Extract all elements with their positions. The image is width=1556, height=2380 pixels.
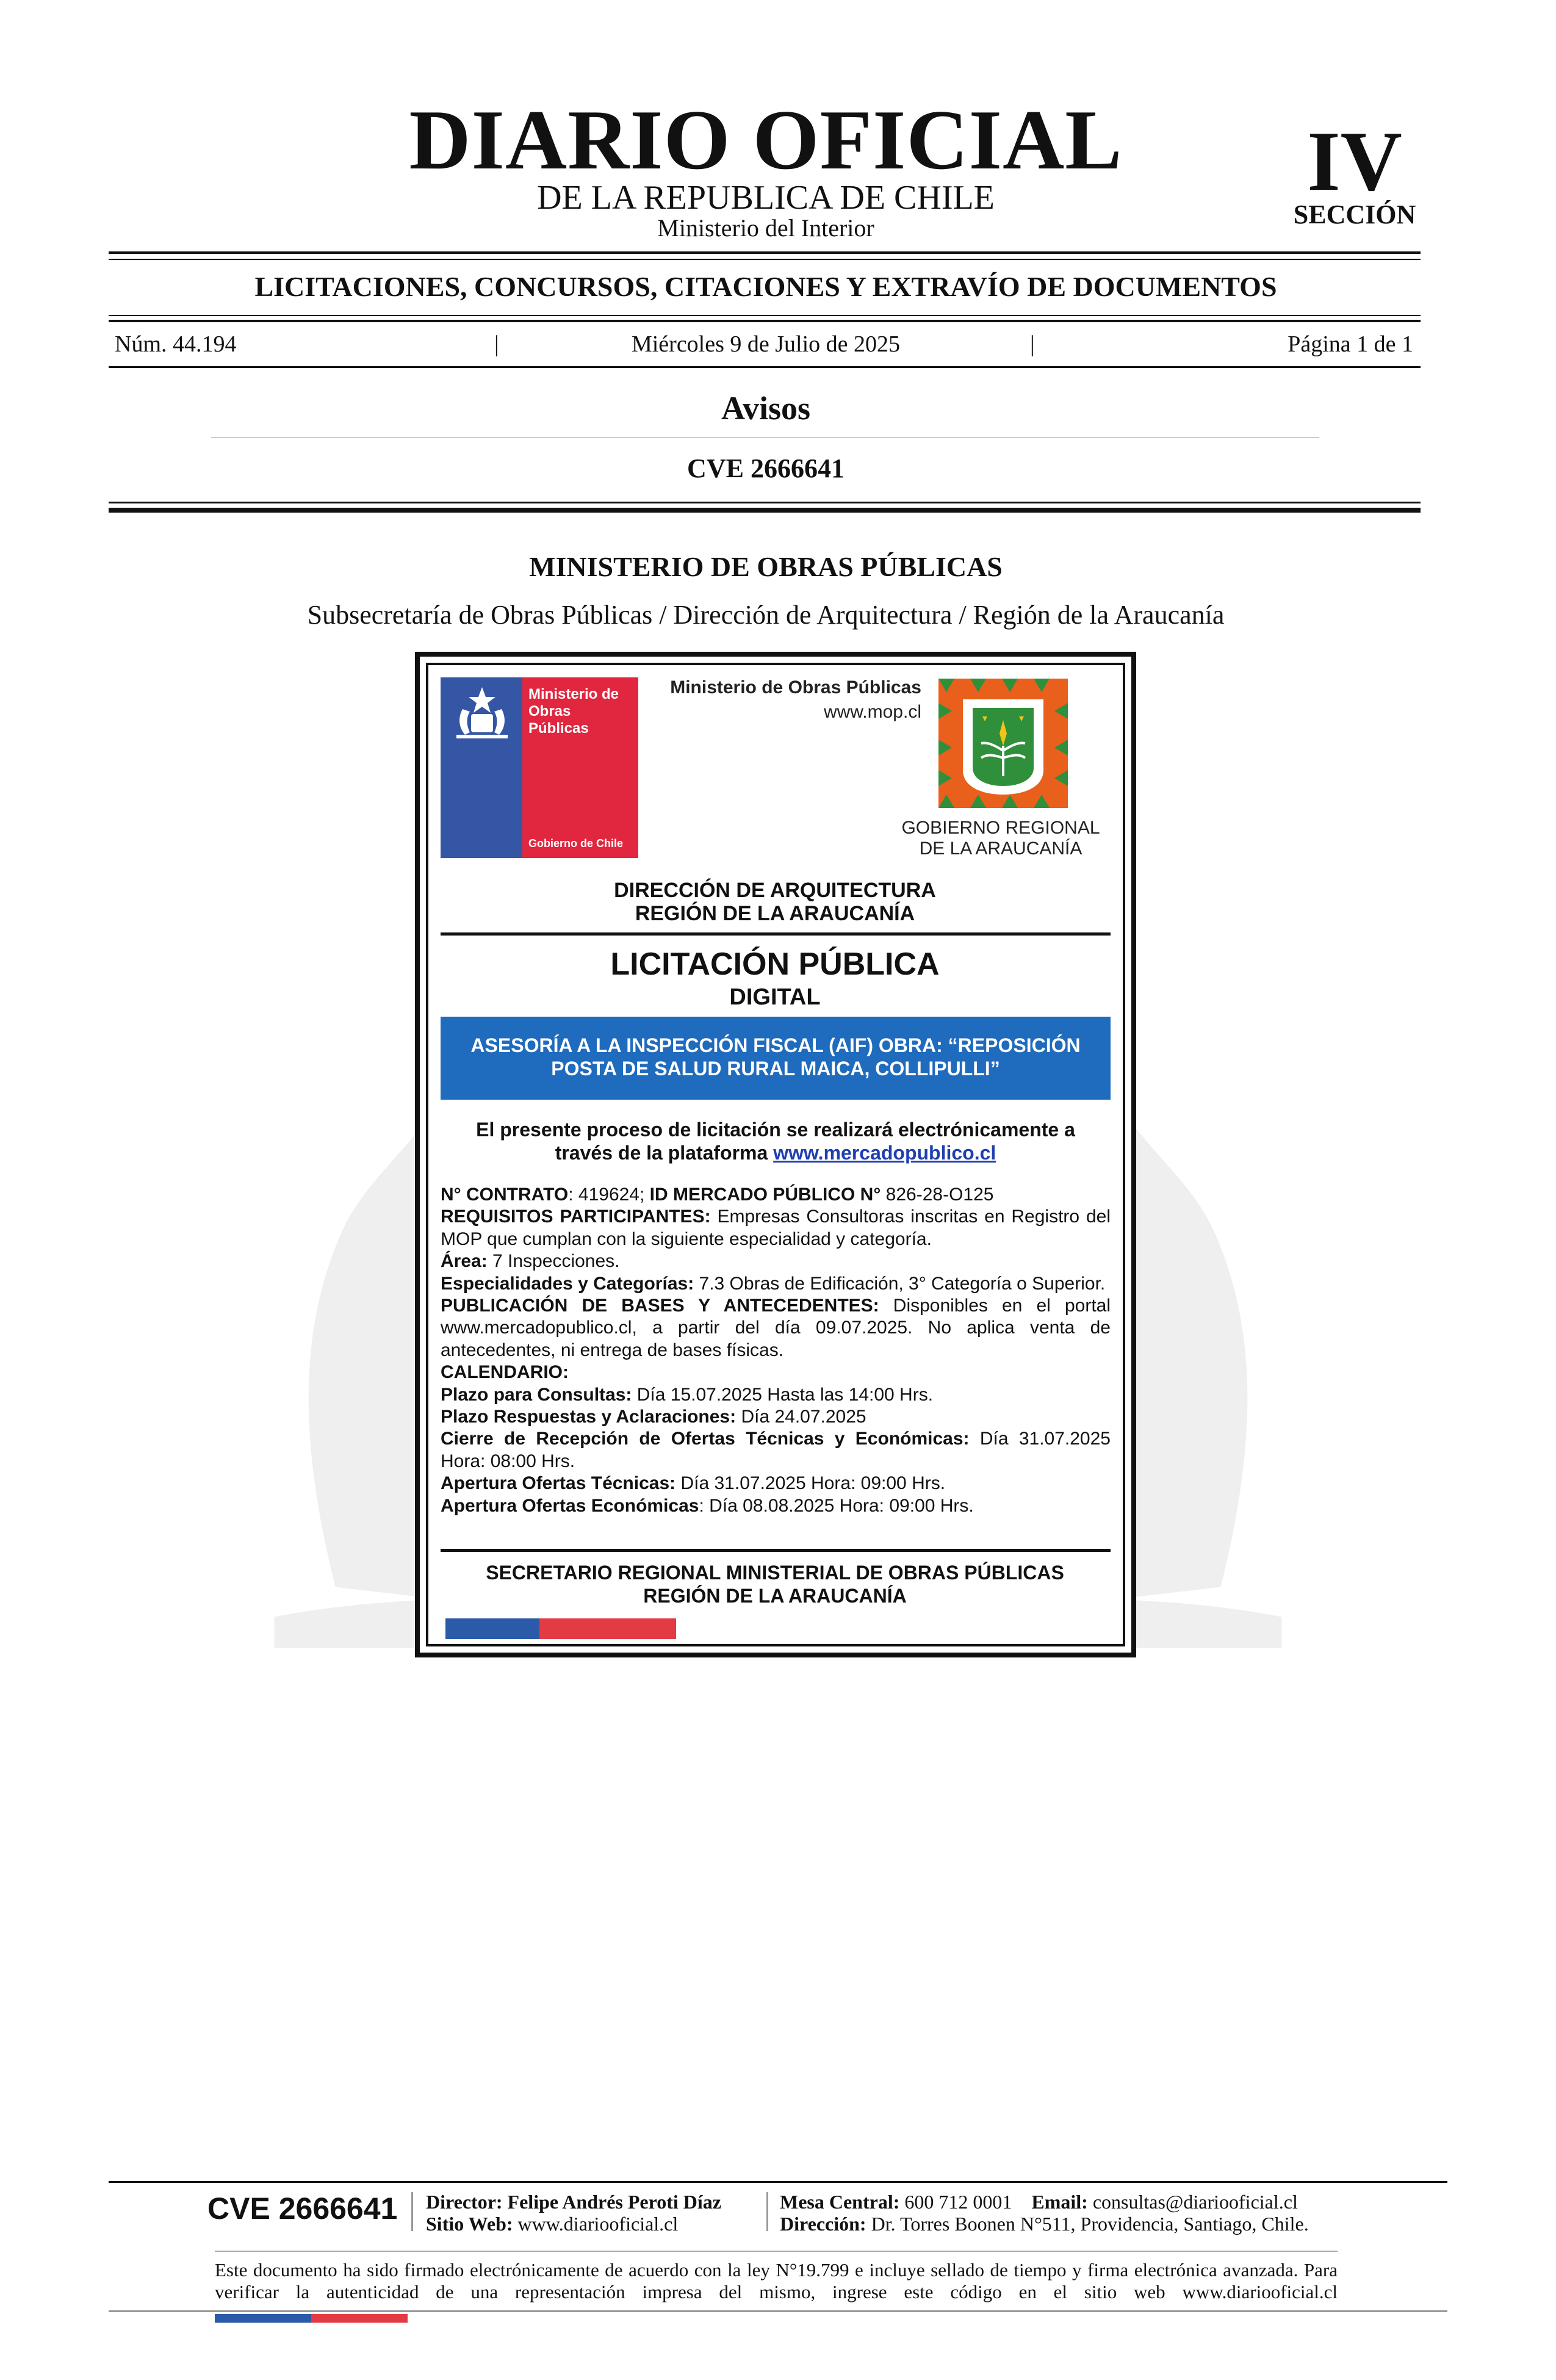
notices-heading: Avisos xyxy=(721,390,811,427)
masthead-subtitle: DE LA REPUBLICA DE CHILE xyxy=(537,179,995,217)
detail-value: Día 15.07.2025 Hasta las 14:00 Hrs. xyxy=(632,1384,934,1405)
detail-label: Especialidades y Categorías: xyxy=(441,1273,694,1294)
issue-separator: | xyxy=(494,331,499,357)
detail-answers xyxy=(441,1406,1111,1428)
detail-value: 826-28-O125 xyxy=(881,1185,994,1205)
organization-subtitle: Subsecretaría de Obras Públicas / Dirección de Arquitectura / Región de la Araucanía xyxy=(307,600,1225,630)
footer-address: Dr. Torres Boonen N°511, Providencia, Santiago, Chile. xyxy=(871,2213,1309,2235)
notices-divider xyxy=(211,437,1319,438)
tender-details xyxy=(441,1184,1111,1517)
footer-director-name: Felipe Andrés Peroti Díaz xyxy=(507,2191,721,2213)
flag-stripe-red xyxy=(539,1618,676,1639)
header-rule-2 xyxy=(109,259,1421,260)
detail-consultations xyxy=(441,1384,1111,1406)
tender-title: LICITACIÓN PÚBLICA xyxy=(610,947,940,982)
detail-value: Día 31.07.2025 Hora: 08:00 Hrs. xyxy=(441,1429,1111,1471)
direction-line: REGIÓN DE LA ARAUCANÍA xyxy=(635,902,915,925)
footer-divider xyxy=(411,2192,413,2231)
footer-address-row xyxy=(780,2213,1309,2235)
tender-type: DIGITAL xyxy=(729,984,821,1010)
cve-rule-2 xyxy=(109,508,1421,513)
project-title: ASESORÍA A LA INSPECCIÓN FISCAL (AIF) OBRA: “REPOSICIÓN POSTA DE SALUD RURAL MAICA, COLLIPULLI” xyxy=(470,1034,1081,1080)
notice-rule-bottom xyxy=(441,1549,1111,1552)
footer-divider xyxy=(766,2192,768,2231)
detail-value: Día 24.07.2025 xyxy=(736,1407,866,1427)
footer-label: Sitio Web: xyxy=(426,2213,513,2235)
detail-label: Apertura Ofertas Económicas xyxy=(441,1495,699,1516)
detail-technical-opening xyxy=(441,1473,1111,1495)
detail-publication xyxy=(441,1295,1111,1361)
footer-flag-stripe-red xyxy=(311,2314,408,2323)
detail-value: Día 31.07.2025 Hora: 09:00 Hrs. xyxy=(675,1473,946,1494)
detail-label: N° CONTRATO xyxy=(441,1185,569,1205)
detail-value: : 419624; xyxy=(568,1185,650,1205)
footer-label: Director: xyxy=(426,2191,503,2213)
footer-flag-stripe-blue xyxy=(215,2314,311,2323)
detail-value: 7.3 Obras de Edificación, 3° Categoría o Superior. xyxy=(694,1273,1106,1294)
cve-code: CVE 2666641 xyxy=(687,453,845,483)
detail-specialties xyxy=(441,1273,1111,1295)
footer-phone: 600 712 0001 xyxy=(904,2191,1012,2213)
detail-label: ID MERCADO PÚBLICO N° xyxy=(649,1185,881,1205)
detail-value: : Día 08.08.2025 Hora: 09:00 Hrs. xyxy=(699,1495,974,1516)
footer-email-link[interactable]: consultas@diariooficial.cl xyxy=(1092,2191,1298,2213)
cve-rule-1 xyxy=(109,502,1421,503)
notice-rule-top xyxy=(441,932,1111,936)
gobierno-regional-logo-icon xyxy=(938,679,1068,808)
footer-contact-row xyxy=(780,2191,1309,2213)
signature-block xyxy=(439,1561,1111,1607)
detail-value: Empresas Consultoras inscritas en Registro del MOP que cumplan con la siguiente especialidad y categoría. xyxy=(441,1206,1111,1249)
detail-label: Plazo para Consultas: xyxy=(441,1384,632,1405)
section-rule-2 xyxy=(109,320,1421,322)
gore-line: GOBIERNO REGIONAL xyxy=(901,818,1100,838)
detail-economic-opening xyxy=(441,1495,1111,1517)
detail-calendar xyxy=(441,1361,1111,1383)
electronic-process-sentence: El presente proceso de licitación se realizará electrónicamente a través de la plataforma xyxy=(476,1119,1075,1164)
mop-header-text: Ministerio de Obras Públicas xyxy=(670,677,921,698)
footer-contact-block xyxy=(780,2191,1309,2235)
footer-legal-text: Este documento ha sido firmado electrónicamente de acuerdo con la ley N°19.799 e incluye sellado de tiempo y firma electrónica avanzada. Para verificar la autenticidad de una representación impresa del mismo, ingrese este código en el sitio web www.diariooficial.cl xyxy=(215,2259,1338,2302)
footer-website-row xyxy=(426,2213,721,2235)
section-label: SECCIÓN xyxy=(1293,200,1416,229)
detail-area xyxy=(441,1250,1111,1272)
gore-line: DE LA ARAUCANÍA xyxy=(919,838,1082,859)
issue-date: Miércoles 9 de Julio de 2025 xyxy=(631,331,901,357)
detail-label: Cierre de Recepción de Ofertas Técnicas y Económicas: xyxy=(441,1429,970,1449)
mop-logo-line: Ministerio de xyxy=(528,686,619,702)
mop-logo-footer: Gobierno de Chile xyxy=(528,837,624,849)
issue-separator: | xyxy=(1030,331,1035,357)
detail-label: PUBLICACIÓN DE BASES Y ANTECEDENTES: xyxy=(441,1296,879,1316)
issue-page: Página 1 de 1 xyxy=(1288,331,1413,357)
detail-label: Área: xyxy=(441,1251,488,1272)
detail-label: CALENDARIO: xyxy=(441,1362,569,1383)
detail-label: Plazo Respuestas y Aclaraciones: xyxy=(441,1407,737,1427)
detail-value: Disponibles en el portal www.mercadopublico.cl, a partir del día 09.07.2025. No aplica venta de antecedentes, ni entrega de bases físicas. xyxy=(441,1296,1111,1360)
footer-label: Dirección: xyxy=(780,2213,866,2235)
direction-line: DIRECCIÓN DE ARQUITECTURA xyxy=(614,879,936,902)
direction-title xyxy=(439,879,1111,925)
footer-cve: CVE 2666641 xyxy=(207,2191,398,2226)
detail-label: Apertura Ofertas Técnicas: xyxy=(441,1473,676,1494)
footer-rule-bottom xyxy=(109,2310,1447,2312)
chile-coat-of-arms-icon xyxy=(452,685,513,740)
signature-line: SECRETARIO REGIONAL MINISTERIAL DE OBRAS PÚBLICAS xyxy=(486,1562,1064,1584)
mercadopublico-link[interactable]: www.mercadopublico.cl xyxy=(773,1142,996,1164)
organization-title: MINISTERIO DE OBRAS PÚBLICAS xyxy=(529,551,1003,582)
flag-stripe-blue xyxy=(445,1618,539,1639)
detail-requirements xyxy=(441,1206,1111,1250)
mop-logo-line: Públicas xyxy=(528,720,589,737)
masthead-title: DIARIO OFICIAL xyxy=(409,93,1123,187)
detail-closing xyxy=(441,1428,1111,1473)
detail-value: 7 Inspecciones. xyxy=(487,1251,620,1272)
footer-website-link[interactable]: www.diariooficial.cl xyxy=(517,2213,679,2235)
detail-label: REQUISITOS PARTICIPANTES: xyxy=(441,1206,711,1227)
section-number: IV xyxy=(1307,114,1402,209)
footer-rule-middle xyxy=(215,2251,1338,2252)
signature-line: REGIÓN DE LA ARAUCANÍA xyxy=(643,1585,907,1607)
issue-rule xyxy=(109,366,1421,368)
gobierno-regional-text xyxy=(879,818,1123,859)
section-rule-1 xyxy=(109,315,1421,316)
footer-rule-top xyxy=(109,2181,1447,2183)
footer-director xyxy=(426,2191,721,2213)
mop-logo-text xyxy=(528,686,636,737)
mop-website[interactable]: www.mop.cl xyxy=(823,702,921,722)
header-rule-1 xyxy=(109,251,1421,254)
issue-number: Núm. 44.194 xyxy=(115,331,237,357)
footer-label: Email: xyxy=(1031,2191,1088,2213)
footer-label: Mesa Central: xyxy=(780,2191,900,2213)
detail-contract xyxy=(441,1184,1111,1206)
mop-logo-line: Obras xyxy=(528,703,571,719)
footer-director-block xyxy=(426,2191,721,2235)
masthead-ministry: Ministerio del Interior xyxy=(657,214,874,242)
section-title: LICITACIONES, CONCURSOS, CITACIONES Y EXTRAVÍO DE DOCUMENTOS xyxy=(254,271,1277,302)
electronic-process-text xyxy=(452,1118,1100,1164)
